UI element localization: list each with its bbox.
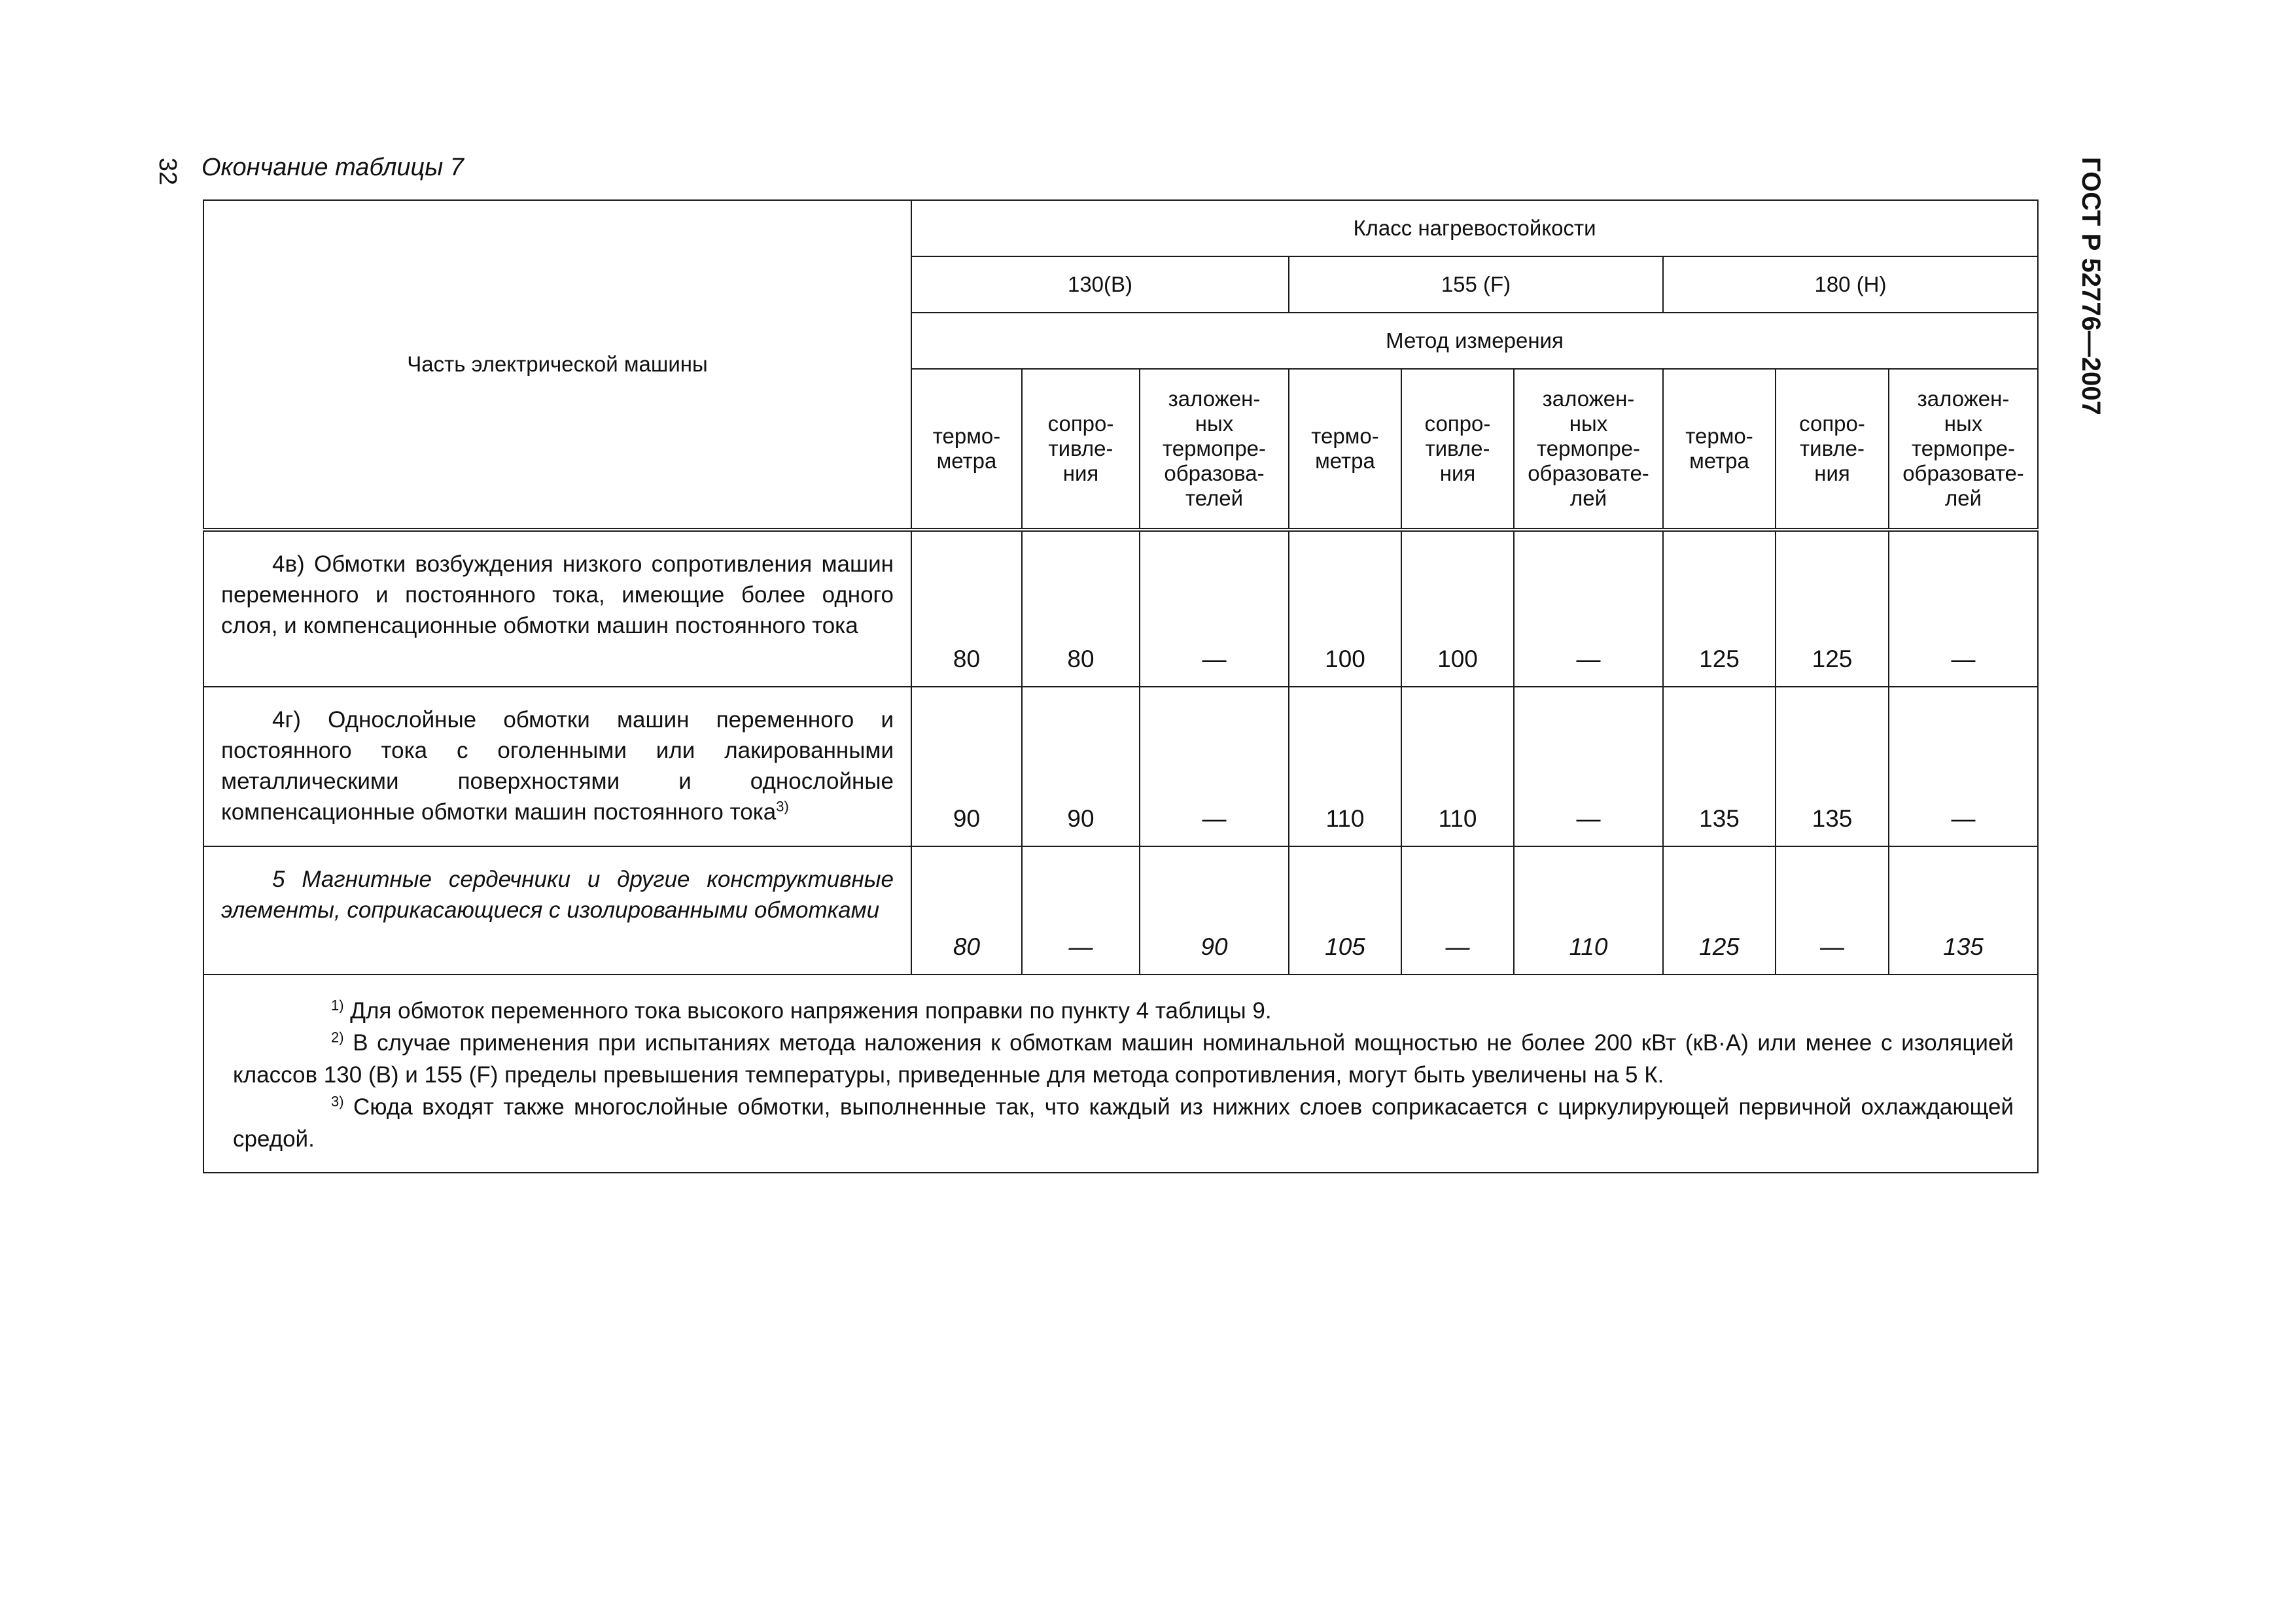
method-line: образовате-	[1528, 461, 1649, 485]
header-class: Класс нагревостойкости	[911, 200, 2038, 256]
method-line: термопре-	[1536, 436, 1641, 460]
method-line: тивле-	[1048, 436, 1113, 460]
method-line: ных	[1195, 411, 1234, 436]
table-row	[203, 687, 2038, 846]
value-cell: —	[1140, 687, 1289, 846]
value-cell: —	[1401, 846, 1514, 975]
footnote-ref: 3)	[776, 798, 789, 815]
method-line: ния	[1439, 461, 1476, 485]
value-cell: —	[1889, 530, 2038, 687]
table-row	[203, 846, 2038, 975]
row-part-text: 4г) Однослойные обмотки машин переменного и постоянного тока с оголенными или лакированными металлическими поверхностями и однослойные компенсационные обмотки машин постоянного тока	[221, 707, 894, 825]
method-line: ных	[1944, 411, 1983, 436]
value-cell: —	[1140, 530, 1289, 687]
value-cell: 125	[1663, 530, 1776, 687]
method-line: сопро-	[1799, 411, 1865, 436]
method-line: термо-	[1685, 424, 1753, 448]
header-class-130: 130(В)	[911, 256, 1289, 313]
footnote-mark: 3)	[331, 1093, 344, 1110]
page-number: 32	[154, 157, 181, 186]
table-row	[203, 530, 2038, 687]
value-cell: 100	[1401, 530, 1514, 687]
method-line: лей	[1944, 486, 1982, 510]
method-line: сопро-	[1047, 411, 1114, 436]
header-method-3	[1289, 369, 1401, 530]
value-cell: 110	[1514, 846, 1663, 975]
method-line: тивле-	[1425, 436, 1490, 460]
method-line: сопро-	[1424, 411, 1491, 436]
row-part-text: 5 Магнитные сердечники и другие конструктивные элементы, соприкасающиеся с изолированными обмотками	[221, 867, 894, 923]
value-cell: 90	[911, 687, 1022, 846]
method-line: метра	[1315, 449, 1375, 473]
value-cell: 110	[1289, 687, 1401, 846]
header-method: Метод измерения	[911, 313, 2038, 369]
method-line: термопре-	[1911, 436, 2016, 460]
value-cell: 110	[1401, 687, 1514, 846]
footnote-text: Для обмоток переменного тока высокого напряжения поправки по пункту 4 таблицы 9.	[350, 998, 1272, 1024]
value-cell: —	[1514, 530, 1663, 687]
row-part	[203, 687, 911, 846]
method-line: ния	[1814, 461, 1850, 485]
header-method-8	[1889, 369, 2038, 530]
method-line: ния	[1062, 461, 1099, 485]
value-cell: —	[1889, 687, 2038, 846]
value-cell: 135	[1889, 846, 2038, 975]
method-line: термо-	[932, 424, 1001, 448]
method-line: заложен-	[1542, 387, 1635, 411]
footnote-text: Сюда входят также многослойные обмотки, выполненные так, что каждый из нижних слоев соприкасается с циркулирующей первичной охлаждающей средой.	[233, 1094, 2014, 1152]
method-line: метра	[936, 449, 997, 473]
value-cell: 125	[1776, 530, 1889, 687]
method-line: тивле-	[1800, 436, 1865, 460]
method-line: термопре-	[1162, 436, 1267, 460]
footnote-mark: 1)	[331, 997, 344, 1014]
method-line: ных	[1569, 411, 1608, 436]
header-class-155: 155 (F)	[1289, 256, 1663, 313]
value-cell: 80	[911, 846, 1022, 975]
value-cell: 80	[911, 530, 1022, 687]
value-cell: 100	[1289, 530, 1401, 687]
header-method-6	[1663, 369, 1776, 530]
row-part	[203, 530, 911, 687]
value-cell: 125	[1663, 846, 1776, 975]
table-caption: Окончание таблицы 7	[201, 154, 464, 181]
header-method-1	[1022, 369, 1140, 530]
header-method-7	[1776, 369, 1889, 530]
value-cell: —	[1514, 687, 1663, 846]
header-class-180: 180 (Н)	[1663, 256, 2038, 313]
method-line: заложен-	[1917, 387, 2010, 411]
value-cell: —	[1776, 846, 1889, 975]
value-cell: 90	[1140, 846, 1289, 975]
value-cell: —	[1022, 846, 1140, 975]
method-line: термо-	[1311, 424, 1379, 448]
footnote-mark: 2)	[331, 1029, 344, 1046]
method-line: образова-	[1164, 461, 1265, 485]
header-method-4	[1401, 369, 1514, 530]
footnote-text: В случае применения при испытаниях метода наложения к обмоткам машин номинальной мощностью не более 200 кВт (кВ·А) или менее с изоляцией классов 130 (В) и 155 (F) пределы превышения температуры, приведенные для метода сопротивления, могут быть увеличены на 5 К.	[233, 1030, 2014, 1088]
value-cell: 105	[1289, 846, 1401, 975]
document-code: ГОСТ Р 52776—2007	[2076, 157, 2105, 415]
value-cell: 90	[1022, 687, 1140, 846]
method-line: телей	[1185, 486, 1244, 510]
footnote	[233, 1091, 2014, 1155]
header-method-0	[911, 369, 1022, 530]
method-line: заложен-	[1168, 387, 1261, 411]
footnote	[233, 1027, 2014, 1091]
method-line: лей	[1569, 486, 1607, 510]
footnotes	[203, 975, 2038, 1173]
value-cell: 80	[1022, 530, 1140, 687]
header-part: Часть электрической машины	[203, 200, 911, 530]
method-line: метра	[1689, 449, 1749, 473]
method-line: образовате-	[1902, 461, 2024, 485]
header-method-2	[1140, 369, 1289, 530]
value-cell: 135	[1776, 687, 1889, 846]
footnote	[233, 995, 2014, 1027]
header-method-5	[1514, 369, 1663, 530]
row-part-text: 4в) Обмотки возбуждения низкого сопротивления машин переменного и постоянного тока, имеющие более одного слоя, и компенсационные обмотки машин постоянного тока	[221, 551, 894, 638]
value-cell: 135	[1663, 687, 1776, 846]
row-part	[203, 846, 911, 975]
temperature-limits-table	[203, 199, 2039, 1173]
